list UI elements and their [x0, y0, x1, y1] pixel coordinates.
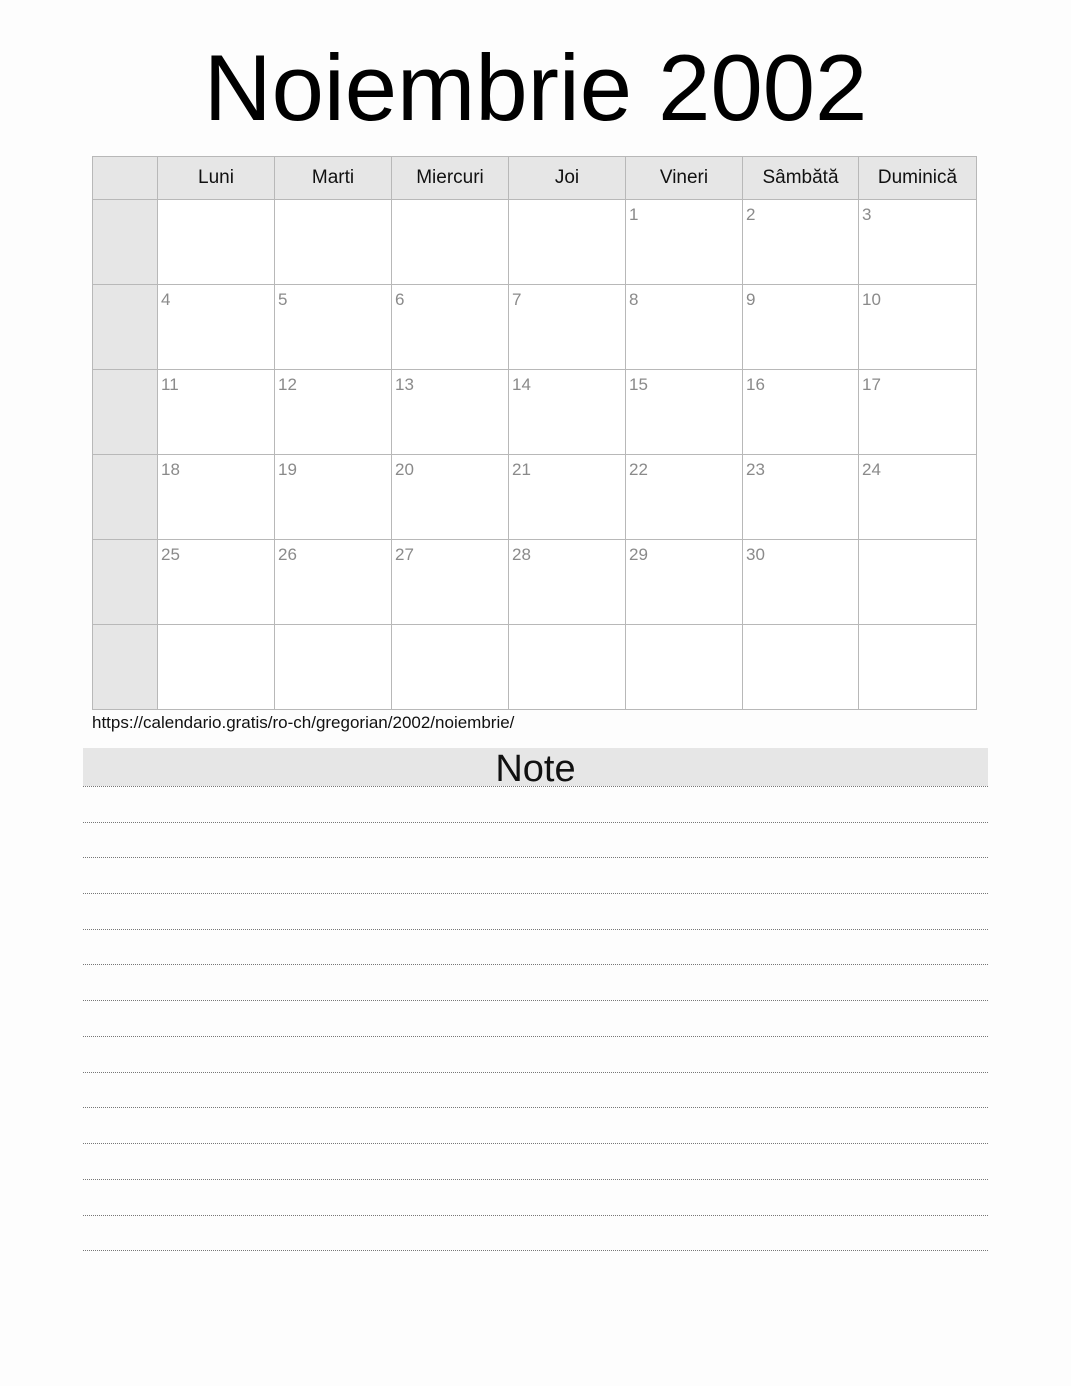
day-number: 18	[161, 460, 180, 479]
notes-line	[83, 1143, 988, 1144]
day-number: 17	[862, 375, 881, 394]
day-number	[509, 625, 625, 630]
day-number: 14	[512, 375, 531, 394]
day-number	[392, 625, 508, 630]
notes-line	[83, 1000, 988, 1001]
day-number	[859, 540, 976, 545]
day-cell	[392, 455, 509, 540]
week-number-header	[93, 157, 158, 200]
day-cell	[509, 285, 626, 370]
day-number	[275, 625, 391, 630]
day-cell	[626, 625, 743, 710]
week-number-cell	[93, 370, 158, 455]
day-number	[158, 200, 274, 205]
week-row	[93, 200, 977, 285]
day-cell	[743, 200, 859, 285]
day-cell	[509, 370, 626, 455]
week-row	[93, 285, 977, 370]
day-cell	[743, 625, 859, 710]
notes-line	[83, 857, 988, 858]
day-number: 3	[862, 205, 872, 224]
day-cell	[275, 455, 392, 540]
week-number-cell	[93, 540, 158, 625]
week-number-cell	[93, 455, 158, 540]
week-row	[93, 455, 977, 540]
weekday-header: Luni	[158, 157, 275, 200]
day-cell	[743, 540, 859, 625]
weekday-header: Marti	[275, 157, 392, 200]
day-number	[509, 200, 625, 205]
day-number	[859, 625, 976, 630]
day-cell	[509, 540, 626, 625]
day-cell	[392, 625, 509, 710]
day-number: 4	[161, 290, 171, 309]
day-number: 11	[161, 375, 179, 394]
day-cell	[859, 540, 977, 625]
day-cell	[158, 540, 275, 625]
day-number: 28	[512, 545, 531, 564]
day-number	[392, 200, 508, 205]
day-cell	[626, 455, 743, 540]
notes-line	[83, 964, 988, 965]
day-cell	[509, 455, 626, 540]
day-cell	[626, 540, 743, 625]
weekday-header: Miercuri	[392, 157, 509, 200]
weekday-header: Sâmbătă	[743, 157, 859, 200]
day-number: 24	[862, 460, 881, 479]
day-cell	[626, 370, 743, 455]
day-number: 6	[395, 290, 405, 309]
day-cell	[158, 285, 275, 370]
day-cell	[158, 625, 275, 710]
day-number: 2	[746, 205, 756, 224]
day-number	[275, 200, 391, 205]
day-number: 23	[746, 460, 765, 479]
day-cell	[743, 455, 859, 540]
notes-line	[83, 893, 988, 894]
day-number: 21	[512, 460, 531, 479]
notes-line	[83, 822, 988, 823]
day-cell	[859, 625, 977, 710]
day-cell	[275, 285, 392, 370]
day-cell	[158, 370, 275, 455]
week-row	[93, 540, 977, 625]
week-number-cell	[93, 285, 158, 370]
day-cell	[275, 370, 392, 455]
day-cell	[743, 285, 859, 370]
day-cell	[509, 625, 626, 710]
day-number: 12	[278, 375, 297, 394]
day-number: 9	[746, 290, 756, 309]
notes-heading: Note	[83, 748, 988, 786]
day-number	[158, 625, 274, 630]
day-number	[626, 625, 742, 630]
notes-line	[83, 1179, 988, 1180]
day-cell	[275, 200, 392, 285]
day-cell	[859, 455, 977, 540]
weekday-header-row	[93, 157, 977, 200]
source-url: https://calendario.gratis/ro-ch/gregorian/2002/noiembrie/	[92, 713, 515, 732]
weekday-header: Joi	[509, 157, 626, 200]
day-number: 13	[395, 375, 414, 394]
day-cell	[743, 370, 859, 455]
week-number-cell	[93, 200, 158, 285]
day-cell	[859, 200, 977, 285]
day-cell	[158, 455, 275, 540]
day-number: 27	[395, 545, 414, 564]
notes-line	[83, 1107, 988, 1108]
week-row	[93, 625, 977, 710]
page-title: Noiembrie 2002	[203, 35, 868, 140]
day-cell	[392, 200, 509, 285]
day-cell	[392, 285, 509, 370]
notes-line	[83, 1072, 988, 1073]
day-cell	[275, 540, 392, 625]
day-cell	[859, 370, 977, 455]
day-number: 5	[278, 290, 288, 309]
day-cell	[392, 540, 509, 625]
day-number	[743, 625, 858, 630]
day-number: 29	[629, 545, 648, 564]
day-number: 22	[629, 460, 648, 479]
notes-line	[83, 929, 988, 930]
day-number: 30	[746, 545, 765, 564]
week-row	[93, 370, 977, 455]
notes-line	[83, 1215, 988, 1216]
day-number: 15	[629, 375, 648, 394]
day-number: 25	[161, 545, 180, 564]
day-cell	[626, 285, 743, 370]
day-cell	[392, 370, 509, 455]
day-cell	[158, 200, 275, 285]
notes-line	[83, 786, 988, 787]
day-number: 20	[395, 460, 414, 479]
day-number: 1	[629, 205, 639, 224]
day-cell	[859, 285, 977, 370]
day-number: 16	[746, 375, 765, 394]
weekday-header: Duminică	[859, 157, 977, 200]
day-number: 8	[629, 290, 639, 309]
day-number: 26	[278, 545, 297, 564]
day-cell	[509, 200, 626, 285]
day-cell	[626, 200, 743, 285]
notes-line	[83, 1036, 988, 1037]
day-number: 19	[278, 460, 297, 479]
day-number: 10	[862, 290, 881, 309]
weekday-header: Vineri	[626, 157, 743, 200]
month-calendar	[92, 156, 977, 710]
notes-line	[83, 1250, 988, 1251]
day-cell	[275, 625, 392, 710]
day-number: 7	[512, 290, 522, 309]
week-number-cell	[93, 625, 158, 710]
